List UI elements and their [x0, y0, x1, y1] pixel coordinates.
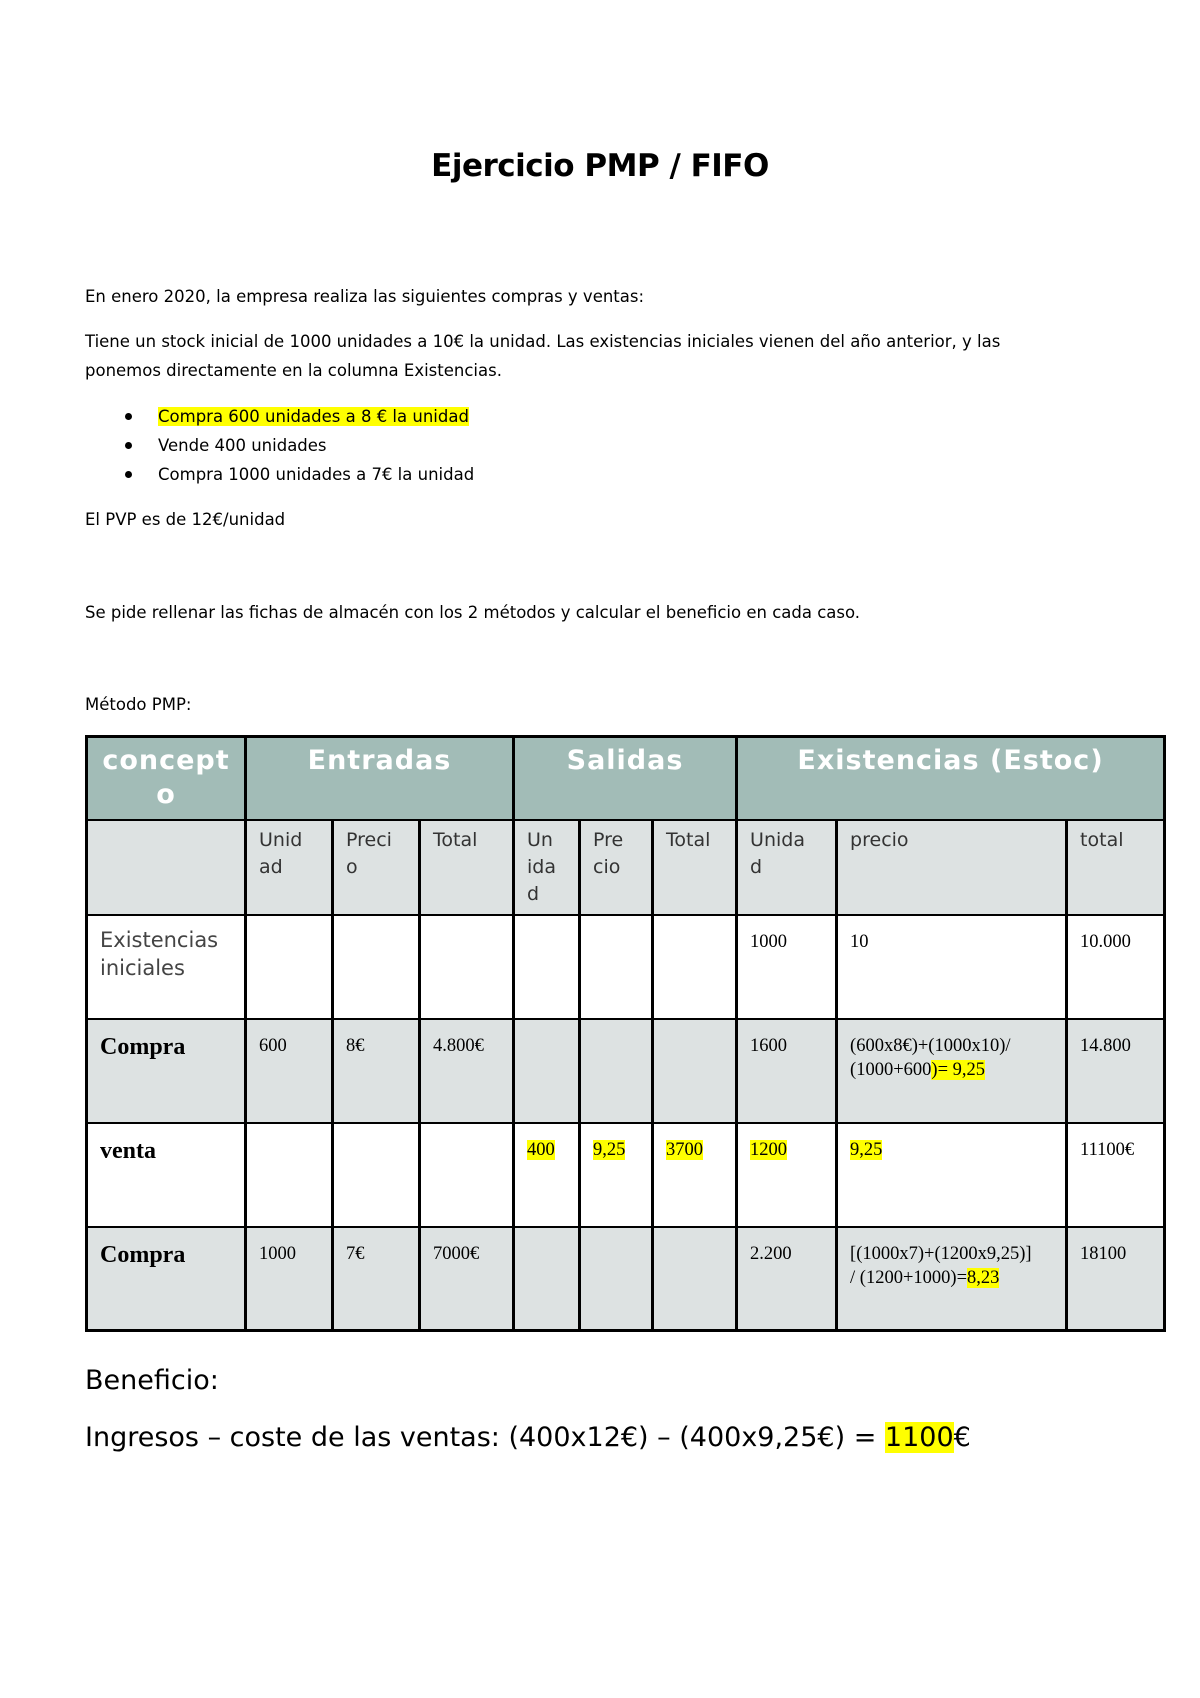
subheader-sal-unidad: Un ida d [514, 820, 580, 915]
cell-ex-unidad: 1600 [737, 1019, 837, 1123]
cell-sal-unidad [514, 1227, 580, 1331]
subheader-ex-unidad: Unida d [737, 820, 837, 915]
header-existencias: Existencias (Estoc) [737, 737, 1165, 820]
bullet-icon [125, 413, 132, 420]
subheader-ent-total: Total [420, 820, 514, 915]
page-title: Ejercicio PMP / FIFO [431, 148, 769, 184]
cell-ent-total [420, 1123, 514, 1227]
row-concepto: Compra [87, 1019, 246, 1123]
cell-ent-precio [333, 1123, 420, 1227]
cell-ex-precio [837, 1123, 1067, 1227]
subheader-ex-total: total [1067, 820, 1165, 915]
stock-paragraph-line-2: ponemos directamente en la columna Existencias. [85, 361, 502, 380]
table-header-row [87, 737, 1165, 820]
cell-sal-total [653, 915, 737, 1019]
highlighted-value: 3700 [666, 1139, 704, 1160]
list-item-text: Compra 1000 unidades a 7€ la unidad [158, 465, 475, 484]
cell-ex-total: 14.800 [1067, 1019, 1165, 1123]
cell-sal-precio [580, 1019, 653, 1123]
formula-line-1: [(1000x7)+(1200x9,25)] [850, 1243, 1032, 1264]
method-label: Método PMP: [85, 695, 192, 714]
cell-sal-precio [580, 915, 653, 1019]
inventory-card-table [85, 735, 1166, 1332]
cell-ex-precio [837, 1019, 1067, 1123]
ingresos-formula: Ingresos – coste de las ventas: (400x12€) – (400x9,25€) = [85, 1422, 885, 1453]
cell-ex-unidad: 2.200 [737, 1227, 837, 1331]
cell-ex-total: 10.000 [1067, 915, 1165, 1019]
list-item [120, 431, 474, 460]
row-concepto: venta [87, 1123, 246, 1227]
cell-ent-unidad: 1000 [246, 1227, 333, 1331]
highlighted-value: 9,25 [850, 1139, 883, 1160]
list-item [120, 402, 474, 431]
cell-ex-unidad: 1000 [737, 915, 837, 1019]
stock-paragraph-line-1: Tiene un stock inicial de 1000 unidades a 10€ la unidad. Las existencias iniciales vienen del año anterior, y las [85, 332, 1001, 351]
list-item-text: Compra 600 unidades a 8 € la unidad [158, 407, 469, 426]
cell-ent-precio: 7€ [333, 1227, 420, 1331]
beneficio-heading: Beneficio: [85, 1365, 219, 1396]
cell-sal-unidad [514, 1019, 580, 1123]
task-paragraph: Se pide rellenar las fichas de almacén con los 2 métodos y calcular el beneficio en cada caso. [85, 603, 861, 622]
formula-line-1: (600x8€)+(1000x10)/ [850, 1035, 1011, 1056]
bullet-icon [125, 442, 132, 449]
row-concepto: Existencias iniciales [87, 915, 246, 1019]
formula-result: 8,23 [967, 1267, 1000, 1288]
subheader-ent-unidad: Unid ad [246, 820, 333, 915]
cell-sal-total [653, 1227, 737, 1331]
cell-sal-precio [580, 1227, 653, 1331]
header-concepto: concept o [87, 737, 246, 820]
cell-ex-total: 11100€ [1067, 1123, 1165, 1227]
row-concepto: Compra [87, 1227, 246, 1331]
cell-ent-unidad [246, 1123, 333, 1227]
highlighted-value: 9,25 [593, 1139, 626, 1160]
formula-result: )= 9,25 [931, 1059, 986, 1080]
cell-sal-unidad [514, 915, 580, 1019]
header-entradas: Entradas [246, 737, 514, 820]
table-row [87, 1019, 1165, 1123]
table-row [87, 1227, 1165, 1331]
formula-line-2: (1000+600 [850, 1059, 932, 1080]
bullet-icon [125, 471, 132, 478]
cell-ex-precio: 10 [837, 915, 1067, 1019]
cell-ent-precio [333, 915, 420, 1019]
formula-line-2: / (1200+1000)= [850, 1267, 967, 1288]
cell-ex-total: 18100 [1067, 1227, 1165, 1331]
cell-ent-total: 4.800€ [420, 1019, 514, 1123]
highlighted-value: 1200 [750, 1139, 788, 1160]
subheader-sal-total: Total [653, 820, 737, 915]
cell-ex-unidad [737, 1123, 837, 1227]
cell-ent-unidad [246, 915, 333, 1019]
ingresos-line [85, 1422, 971, 1453]
ingresos-result: 1100 [884, 1422, 954, 1453]
table-row [87, 915, 1165, 1019]
highlighted-value: 400 [527, 1139, 555, 1160]
cell-ent-unidad: 600 [246, 1019, 333, 1123]
operations-list [120, 402, 474, 489]
pvp-paragraph: El PVP es de 12€/unidad [85, 510, 286, 529]
list-item [120, 460, 474, 489]
list-item-text: Vende 400 unidades [158, 436, 327, 455]
cell-ent-precio: 8€ [333, 1019, 420, 1123]
cell-sal-total [653, 1019, 737, 1123]
subheader-ex-precio: precio [837, 820, 1067, 915]
cell-ent-total [420, 915, 514, 1019]
subheader-sal-precio: Pre cio [580, 820, 653, 915]
table-row [87, 1123, 1165, 1227]
subheader-ent-precio: Preci o [333, 820, 420, 915]
cell-sal-precio [580, 1123, 653, 1227]
intro-paragraph: En enero 2020, la empresa realiza las siguientes compras y ventas: [85, 287, 645, 306]
table-subheader-row [87, 820, 1165, 915]
header-salidas: Salidas [514, 737, 737, 820]
cell-ex-precio [837, 1227, 1067, 1331]
cell-sal-unidad [514, 1123, 580, 1227]
cell-sal-total [653, 1123, 737, 1227]
subheader-empty [87, 820, 246, 915]
ingresos-unit: € [953, 1422, 971, 1453]
cell-ent-total: 7000€ [420, 1227, 514, 1331]
